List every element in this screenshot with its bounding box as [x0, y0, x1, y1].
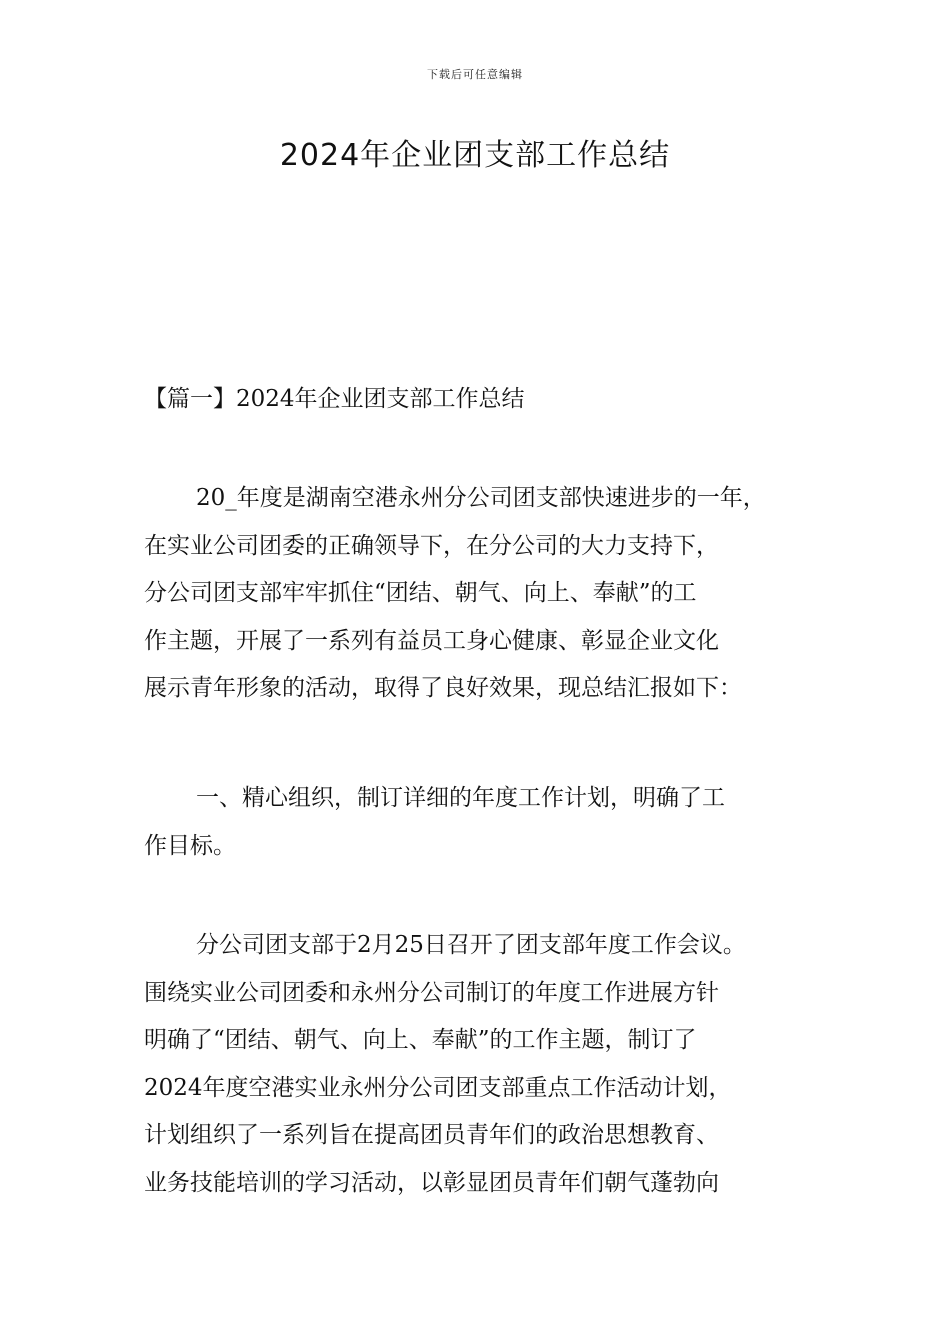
- paragraph-line: 20_年度是湖南空港永州分公司团支部快速进步的一年，: [196, 485, 766, 511]
- paragraph-line: 作主题，开展了一系列有益员工身心健康、彰显企业文化: [144, 627, 719, 654]
- paragraph-line: 业务技能培训的学习活动，以彰显团员青年们朝气蓬勃向: [144, 1169, 719, 1196]
- paragraph-line: 作目标。: [144, 832, 236, 859]
- paragraph-line: 分公司团支部于2月25日召开了团支部年度工作会议。: [196, 932, 746, 958]
- paragraph-line: 2024年度空港实业永州分公司团支部重点工作活动计划，: [144, 1074, 732, 1101]
- paragraph-line: 分公司团支部牢牢抓住“团结、朝气、向上、奉献”的工: [144, 580, 697, 606]
- paragraph-line: 围绕实业公司团委和永州分公司制订的年度工作进展方针: [144, 979, 719, 1006]
- paragraph-intro: [144, 475, 844, 713]
- paragraph-line: 计划组织了一系列旨在提高团员青年们的政治思想教育、: [144, 1122, 719, 1148]
- paragraph-line: 展示青年形象的活动，取得了良好效果，现总结汇报如下：: [144, 675, 742, 701]
- paragraph-section-one: [144, 775, 844, 870]
- paragraph-meeting: [144, 922, 844, 1207]
- paragraph-line: 一、精心组织，制订详细的年度工作计划，明确了工: [196, 785, 725, 811]
- page-header-note: 下载后可任意编辑: [427, 68, 523, 81]
- paragraph-line: 在实业公司团委的正确领导下，在分公司的大力支持下，: [144, 532, 719, 559]
- section-heading: 【篇一】2024年企业团支部工作总结: [144, 386, 525, 412]
- document-title: 2024年企业团支部工作总结: [279, 138, 671, 173]
- paragraph-line: 明确了“团结、朝气、向上、奉献”的工作主题，制订了: [144, 1027, 697, 1053]
